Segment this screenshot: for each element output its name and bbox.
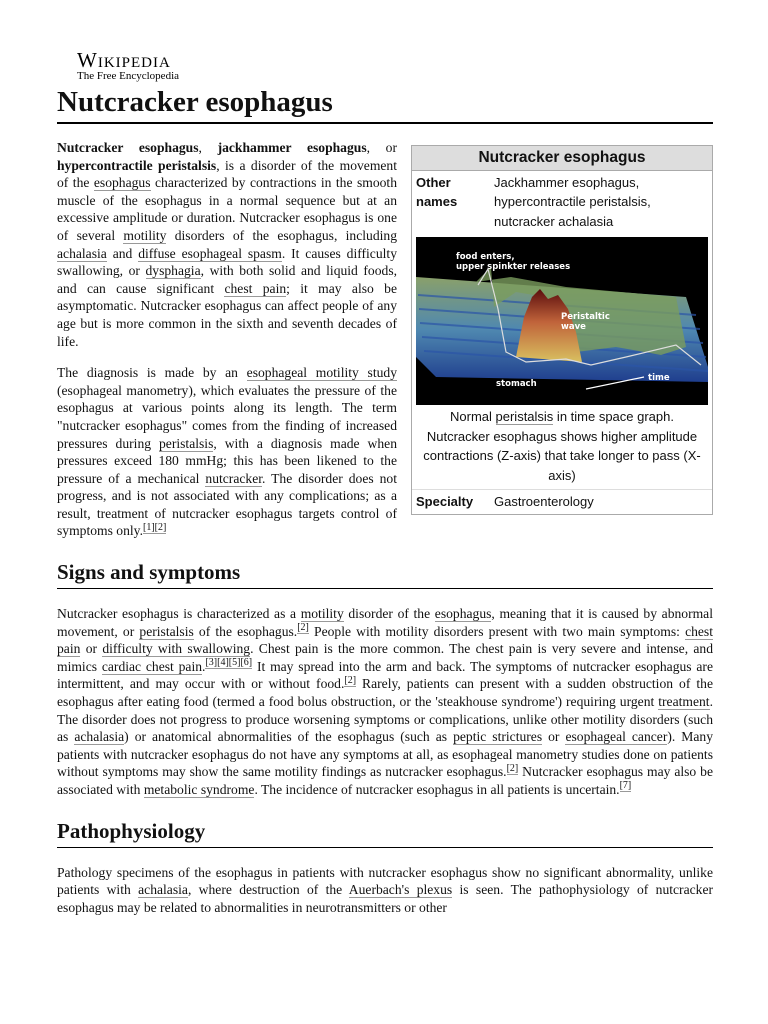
link-metabolic-syndrome[interactable]: metabolic syndrome <box>143 782 255 797</box>
label-sphincter: upper spinkter releases <box>456 262 571 272</box>
infobox-value: Jackhammer esophagus, hypercontractile peristalsis, nutcracker achalasia <box>494 174 651 229</box>
logo-tagline: The Free Encyclopedia <box>77 70 180 82</box>
bold-term: hypercontractile peristalsis <box>57 157 217 173</box>
link-diffuse-esophageal-spasm[interactable]: diffuse esophageal spasm <box>138 245 282 261</box>
text-run: . <box>202 658 206 674</box>
page-title: Nutcracker esophagus <box>57 84 713 124</box>
text-run: The diagnosis is made by an <box>57 365 247 381</box>
text-run: . Chest pain is the more common. The chest pain is very severe and intense, and mimics <box>57 641 714 674</box>
text-run: , is a disorder of the movement of the <box>57 157 398 191</box>
infobox <box>411 145 713 515</box>
text-run: ) or anatomical abnormalities of the esophagus (such as <box>124 729 454 745</box>
citation-link[interactable]: [6] <box>240 657 253 669</box>
text-run: ). Many patients with nutcracker esophagus do not have any symptoms at all, as esophageal manometry studies done on patients without symptoms may show the same motility findings as nutcracker esophagus. <box>57 729 713 780</box>
label-stomach: stomach <box>496 379 537 389</box>
link-esophageal-cancer[interactable]: esophageal cancer <box>565 729 668 745</box>
infobox-label: Other names <box>416 174 458 209</box>
citation[interactable] <box>240 657 252 669</box>
link-treatment[interactable]: treatment <box>658 694 710 710</box>
link-difficulty-with-swallowing[interactable]: difficulty with swallowing <box>102 641 251 657</box>
link-chest-pain[interactable]: chest pain <box>224 280 287 296</box>
text-run: It may spread into the arm and back. The symptoms of nutcracker esophagus are intermittent, and may occur with or without food. <box>57 658 713 692</box>
link-achalasia[interactable]: achalasia <box>57 245 107 261</box>
caption-text: Normal <box>450 409 496 424</box>
text-run: disorder of the <box>343 606 435 622</box>
text-run: , <box>198 140 218 155</box>
text-run: . It causes difficulty swallowing, or <box>57 245 397 279</box>
bold-term: Nutcracker esophagus <box>57 140 199 155</box>
text-run: Rarely, patients can present with a sudden obstruction of the esophagus after eating food (termed a food bolus obstruction, or the 'steakhouse syndrome') requiring urgent <box>57 676 713 710</box>
link-achalasia[interactable]: achalasia <box>74 729 125 745</box>
section-heading-signs: Signs and symptoms <box>57 560 713 589</box>
link-peristalsis[interactable]: peristalsis <box>139 623 194 639</box>
infobox-caption <box>412 405 712 490</box>
link-peptic-strictures[interactable]: peptic strictures <box>453 729 543 745</box>
link-gastroenterology[interactable]: Gastroenterology <box>494 494 594 509</box>
citation[interactable] <box>155 522 167 534</box>
wikipedia-logo[interactable] <box>77 50 179 83</box>
link-esophagus[interactable]: esophagus <box>434 606 492 622</box>
signs-paragraph <box>57 605 713 799</box>
link-achalasia[interactable]: achalasia <box>138 882 188 898</box>
text-run: , with both solid and liquid foods, and can cause significant <box>57 263 398 296</box>
article-body <box>57 139 713 930</box>
bold-term: jackhammer esophagus <box>217 140 367 155</box>
infobox-label: Specialty <box>416 494 474 509</box>
pathophysiology-paragraph <box>57 864 713 917</box>
text-run: ; it may also be asymptomatic. Nutcracker esophagus can affect people of any age but is more common in the sixth and seventh decades of life. <box>57 280 397 349</box>
text-run: , where destruction of the <box>187 882 349 898</box>
text-run: or <box>80 641 103 657</box>
text-run: disorders of the esophagus, including <box>166 227 397 243</box>
text-run: , with a diagnosis made when pressures exceed 180 mmHg; this has been likened to the pressure of a mechanical <box>57 435 397 486</box>
text-run: or <box>542 729 566 745</box>
logo-wordmark: Wikipedia <box>77 48 171 72</box>
citation-link[interactable]: [7] <box>619 780 632 792</box>
text-run: . The disorder does not progress, and is not associated with any complications; as a result, treatment of nutcracker esophagus targets control of symptoms only. <box>57 470 397 539</box>
citation[interactable] <box>229 657 241 669</box>
citation[interactable] <box>205 657 217 669</box>
text-run: characterized by contractions in the smooth muscle of the esophagus in a normal sequence but at an excessive amplitude or duration. Nutcracker esophagus is one of several <box>57 175 397 243</box>
text-run: . The incidence of nutcracker esophagus in all patients is uncertain. <box>254 782 620 797</box>
infobox-row-specialty <box>412 490 712 514</box>
text-run: is seen. The pathophysiology of nutcracker esophagus may be related to abnormalities in neurotransmitters or other <box>57 882 714 915</box>
text-run: of the esophagus. <box>193 623 298 639</box>
citation[interactable] <box>297 622 309 634</box>
citation[interactable] <box>620 780 632 792</box>
label-food: food enters, <box>456 252 515 262</box>
text-run: Nutcracker esophagus may also be associated with <box>57 764 713 797</box>
citation[interactable] <box>217 657 229 669</box>
citation[interactable] <box>507 763 519 775</box>
infobox-row-other-names <box>412 171 712 234</box>
label-peristaltic: Peristaltic <box>561 312 610 322</box>
caption-text: in time space graph. Nutcracker esophagus shows higher amplitude contractions (Z-axis) that take longer to pass (X-axis) <box>423 409 701 483</box>
infobox-title: Nutcracker esophagus <box>412 146 712 171</box>
text-run: (esophageal manometry), which evaluates the pressure of the esophagus at various points along its length. The term "nutcracker esophagus" comes from the finding of increased pressures during <box>57 382 397 451</box>
link-auerbachs-plexus[interactable]: Auerbach's plexus <box>348 882 453 898</box>
link-motility[interactable]: motility <box>300 606 344 622</box>
citation[interactable] <box>344 675 356 687</box>
peristalsis-3d-graph <box>416 237 708 405</box>
infobox-image[interactable] <box>416 237 708 405</box>
label-wave: wave <box>561 322 586 332</box>
citation[interactable] <box>143 522 155 534</box>
link-esophagus[interactable]: esophagus <box>93 175 151 191</box>
text-run: Nutcracker esophagus is characterized as a <box>57 606 301 622</box>
text-run: Pathology specimens of the esophagus in patients with nutcracker esophagus show no significant abnormality, unlike patients with <box>57 864 713 898</box>
link-peristalsis[interactable]: peristalsis <box>495 409 554 424</box>
citation-link[interactable]: [5] <box>228 657 241 669</box>
text-run: and <box>106 245 139 261</box>
citation-link[interactable]: [4] <box>217 657 229 669</box>
citation-link[interactable]: [2] <box>506 762 519 774</box>
citation-link[interactable]: [2] <box>297 622 309 634</box>
link-nutcracker[interactable]: nutcracker <box>205 470 263 486</box>
label-time: time <box>648 373 670 383</box>
text-run: , or <box>366 140 398 155</box>
link-cardiac-chest-pain[interactable]: cardiac chest pain <box>101 658 203 674</box>
text-run: People with motility disorders present with two main symptoms: <box>308 623 686 639</box>
link-esophageal-motility-study[interactable]: esophageal motility study <box>246 365 397 381</box>
text-run: , meaning that it is caused by abnormal movement, or <box>57 606 713 639</box>
link-dysphagia[interactable]: dysphagia <box>145 263 201 279</box>
link-chest-pain[interactable]: chest pain <box>57 623 713 657</box>
text-run: . The disorder does not progress to produce worsening symptoms or complications, unlike other motility disorders (such as <box>57 694 713 745</box>
section-heading-pathophysiology: Pathophysiology <box>57 819 713 848</box>
link-motility[interactable]: motility <box>123 227 167 243</box>
link-peristalsis[interactable]: peristalsis <box>159 435 214 451</box>
citation-link[interactable]: [1] <box>142 521 155 533</box>
citation-link[interactable]: [2] <box>344 674 357 686</box>
citation-link[interactable]: [2] <box>154 521 167 533</box>
citation-link[interactable]: [3] <box>205 657 218 669</box>
